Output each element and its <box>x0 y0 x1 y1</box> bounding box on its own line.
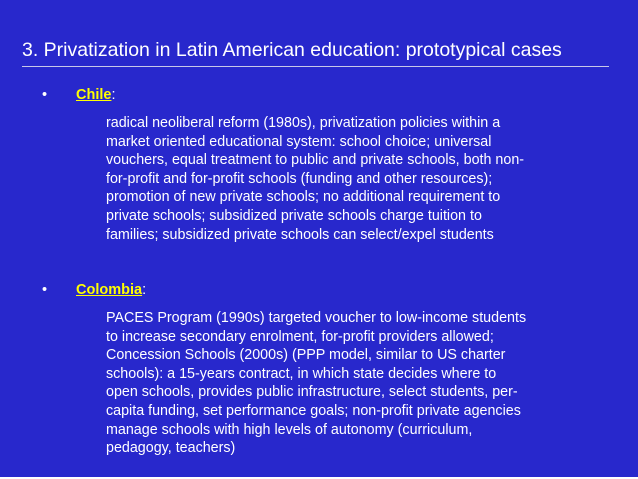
bullet-icon: • <box>42 282 48 298</box>
section-heading-colombia: Colombia <box>76 282 143 298</box>
bullet-colombia <box>42 281 146 299</box>
body-line: Concession Schools (2000s) (PPP model, similar to US charter <box>106 347 506 364</box>
body-line: pedagogy, teachers) <box>106 440 236 457</box>
body-line: capita funding, set performance goals; non-profit private agencies <box>106 402 521 419</box>
body-line: market oriented educational system: school choice; universal <box>106 133 492 150</box>
heading-colon: : <box>142 282 147 298</box>
body-line: vouchers, equal treatment to public and private schools, both non- <box>106 152 525 169</box>
body-line: open schools, provides public infrastructure, select students, per- <box>106 384 518 401</box>
body-line: for-profit and for-profit schools (funding and other resources); <box>106 170 493 187</box>
heading-colon: : <box>111 87 116 103</box>
body-line: to increase secondary enrolment, for-profit providers allowed; <box>106 328 494 345</box>
section-heading-chile: Chile <box>76 87 112 103</box>
section-body-chile <box>106 114 611 244</box>
body-line: promotion of new private schools; no additional requirement to <box>106 189 501 206</box>
bullet-chile <box>42 86 115 104</box>
body-line: PACES Program (1990s) targeted voucher to low-income students <box>106 310 527 326</box>
section-body-colombia <box>106 309 611 458</box>
body-line: schools): a 15-years contract, in which state decides where to <box>106 365 497 382</box>
body-line: families; subsidized private schools can select/expel students <box>106 226 494 243</box>
bullet-icon: • <box>42 87 48 103</box>
body-line: private schools; subsidized private schools charge tuition to <box>106 207 482 224</box>
body-line: radical neoliberal reform (1980s), privatization policies within a <box>106 115 501 131</box>
body-line: manage schools with high levels of autonomy (curriculum, <box>106 421 473 438</box>
slide-title: 3. Privatization in Latin American education: prototypical cases <box>22 39 562 61</box>
title-divider <box>22 66 609 67</box>
